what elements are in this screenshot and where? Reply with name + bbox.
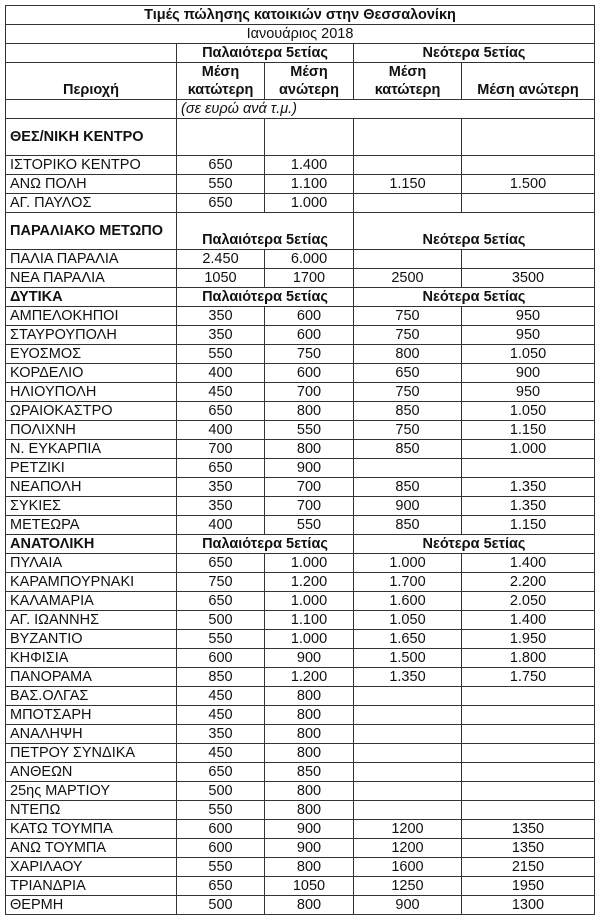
new-low-price: [354, 763, 462, 782]
new-low-price: 1.050: [354, 611, 462, 630]
old-high-price: 1.200: [265, 573, 354, 592]
old-low-price: 600: [177, 839, 265, 858]
new-high-price: 1.800: [462, 649, 595, 668]
new-high-price: 950: [462, 326, 595, 345]
old-high-price: 550: [265, 421, 354, 440]
new-low-price: 1.500: [354, 649, 462, 668]
new-low-price: 1200: [354, 820, 462, 839]
old-low-price: 550: [177, 175, 265, 194]
region-name: ΑΝΑΛΗΨΗ: [6, 725, 177, 744]
new-low-price: [354, 687, 462, 706]
new-high-price: [462, 250, 595, 269]
new-low-price: 1250: [354, 877, 462, 896]
old-high-price: 1.000: [265, 554, 354, 573]
region-name: ΣΤΑΥΡΟΥΠΟΛΗ: [6, 326, 177, 345]
new-high-price: 1.350: [462, 497, 595, 516]
table-title: Τιμές πώλησης κατοικιών στην Θεσσαλονίκη: [6, 6, 595, 25]
new-low-price: 900: [354, 497, 462, 516]
section-header-row: [6, 288, 595, 307]
new-high-price: 1.400: [462, 554, 595, 573]
new-low-price: 750: [354, 307, 462, 326]
subtitle-row: [6, 25, 595, 44]
old-low-price: 650: [177, 194, 265, 213]
region-name: ΝΕΑ ΠΑΡΑΛΙΑ: [6, 269, 177, 288]
table-row: [6, 820, 595, 839]
old-low-price: 550: [177, 630, 265, 649]
new-low-price: 1.000: [354, 554, 462, 573]
title-row: [6, 6, 595, 25]
table-row: [6, 383, 595, 402]
old-low-price: 500: [177, 782, 265, 801]
old-low-price: 750: [177, 573, 265, 592]
new-high-price: 1.400: [462, 611, 595, 630]
new-low-price: [354, 725, 462, 744]
region-name: ΑΓ. ΙΩΑΝΝΗΣ: [6, 611, 177, 630]
new-high-price: 1350: [462, 839, 595, 858]
new-high-price: 2150: [462, 858, 595, 877]
region-name: ΒΥΖΑΝΤΙΟ: [6, 630, 177, 649]
empty-cell: [177, 119, 265, 156]
table-row: [6, 839, 595, 858]
old-low-price: 650: [177, 592, 265, 611]
new-low-price: 850: [354, 516, 462, 535]
section-name: ΘΕΣ/ΝΙΚΗ ΚΕΝΤΡΟ: [6, 119, 177, 156]
price-table: [5, 5, 595, 915]
new-high-price: [462, 706, 595, 725]
new-high-price: [462, 725, 595, 744]
section-header-row: [6, 119, 595, 156]
new-low-price: 650: [354, 364, 462, 383]
new-high-price: [462, 687, 595, 706]
old-high-price: 750: [265, 345, 354, 364]
old-low-price: 350: [177, 326, 265, 345]
empty-cell: [354, 119, 462, 156]
old-high-price: 600: [265, 364, 354, 383]
new-high-price: [462, 744, 595, 763]
old-high-price: 800: [265, 744, 354, 763]
region-name: ΠΑΛΙΑ ΠΑΡΑΛΙΑ: [6, 250, 177, 269]
column-header-row: [6, 63, 595, 100]
new-low-price: 1.350: [354, 668, 462, 687]
section-name: ΑΝΑΤΟΛΙΚΗ: [6, 535, 177, 554]
old-high-price: 600: [265, 326, 354, 345]
column-header-old-high: Μέση ανώτερη: [265, 63, 354, 100]
new-low-price: 850: [354, 402, 462, 421]
table-row: [6, 649, 595, 668]
new-high-price: 1.950: [462, 630, 595, 649]
new-high-price: 950: [462, 307, 595, 326]
region-name: ΣΥΚΙΕΣ: [6, 497, 177, 516]
old-high-price: 900: [265, 649, 354, 668]
table-row: [6, 763, 595, 782]
old-high-price: 800: [265, 858, 354, 877]
region-name: ΙΣΤΟΡΙΚΟ ΚΕΝΤΡΟ: [6, 156, 177, 175]
new-high-price: 2.050: [462, 592, 595, 611]
new-high-price: [462, 801, 595, 820]
group-header-old: Παλαιότερα 5ετίας: [177, 44, 354, 63]
old-low-price: 450: [177, 744, 265, 763]
section-name: ΠΑΡΑΛΙΑΚΟ ΜΕΤΩΠΟ: [6, 213, 177, 250]
new-high-price: 1350: [462, 820, 595, 839]
old-low-price: 500: [177, 896, 265, 915]
region-name: ΑΜΠΕΛΟΚΗΠΟΙ: [6, 307, 177, 326]
old-high-price: 800: [265, 440, 354, 459]
old-high-price: 1.000: [265, 592, 354, 611]
region-name: ΗΛΙΟΥΠΟΛΗ: [6, 383, 177, 402]
table-row: [6, 478, 595, 497]
table-row: [6, 573, 595, 592]
region-name: ΒΑΣ.ΟΛΓΑΣ: [6, 687, 177, 706]
table-body: [6, 6, 595, 915]
old-high-price: 1700: [265, 269, 354, 288]
old-high-price: 700: [265, 478, 354, 497]
old-low-price: 350: [177, 307, 265, 326]
old-high-price: 1.100: [265, 611, 354, 630]
new-low-price: 850: [354, 478, 462, 497]
region-name: ΠΕΤΡΟΥ ΣΥΝΔΙΚΑ: [6, 744, 177, 763]
new-low-price: [354, 782, 462, 801]
old-low-price: 650: [177, 877, 265, 896]
old-high-price: 850: [265, 763, 354, 782]
new-low-price: 850: [354, 440, 462, 459]
region-name: ΚΑΡΑΜΠΟΥΡΝΑΚΙ: [6, 573, 177, 592]
old-low-price: 550: [177, 801, 265, 820]
column-header-old-low: Μέση κατώτερη: [177, 63, 265, 100]
new-low-price: 750: [354, 326, 462, 345]
table-row: [6, 307, 595, 326]
region-name: ΑΝΘΕΩΝ: [6, 763, 177, 782]
new-high-price: 1.150: [462, 421, 595, 440]
table-row: [6, 744, 595, 763]
new-low-price: [354, 156, 462, 175]
table-row: [6, 896, 595, 915]
table-row: [6, 706, 595, 725]
new-low-price: 1.600: [354, 592, 462, 611]
old-high-price: 1050: [265, 877, 354, 896]
old-high-price: 800: [265, 782, 354, 801]
old-high-price: 900: [265, 839, 354, 858]
section-group-new: Νεότερα 5ετίας: [354, 288, 595, 307]
table-row: [6, 402, 595, 421]
old-low-price: 450: [177, 687, 265, 706]
table-row: [6, 497, 595, 516]
table-row: [6, 858, 595, 877]
region-name: ΠΥΛΑΙΑ: [6, 554, 177, 573]
new-low-price: 900: [354, 896, 462, 915]
old-low-price: 700: [177, 440, 265, 459]
old-high-price: 700: [265, 497, 354, 516]
old-low-price: 400: [177, 421, 265, 440]
region-name: ΚΑΤΩ ΤΟΥΜΠΑ: [6, 820, 177, 839]
old-low-price: 650: [177, 554, 265, 573]
new-low-price: [354, 194, 462, 213]
new-high-price: 950: [462, 383, 595, 402]
table-row: [6, 175, 595, 194]
section-header-row: [6, 213, 595, 250]
region-name: ΕΥΟΣΜΟΣ: [6, 345, 177, 364]
old-low-price: 1050: [177, 269, 265, 288]
old-high-price: 800: [265, 402, 354, 421]
table-row: [6, 421, 595, 440]
table-row: [6, 687, 595, 706]
new-high-price: [462, 194, 595, 213]
table-row: [6, 801, 595, 820]
region-name: Ν. ΕΥΚΑΡΠΙΑ: [6, 440, 177, 459]
section-group-old: Παλαιότερα 5ετίας: [177, 535, 354, 554]
old-high-price: 600: [265, 307, 354, 326]
old-low-price: 850: [177, 668, 265, 687]
column-header-new-low: Μέση κατώτερη: [354, 63, 462, 100]
old-high-price: 800: [265, 896, 354, 915]
column-header-region: Περιοχή: [6, 63, 177, 100]
region-name: ΧΑΡΙΛΑΟΥ: [6, 858, 177, 877]
old-low-price: 600: [177, 649, 265, 668]
section-group-old: Παλαιότερα 5ετίας: [177, 288, 354, 307]
table-row: [6, 156, 595, 175]
table-row: [6, 364, 595, 383]
new-low-price: [354, 706, 462, 725]
new-high-price: 1300: [462, 896, 595, 915]
new-low-price: 1.650: [354, 630, 462, 649]
region-name: ΑΓ. ΠΑΥΛΟΣ: [6, 194, 177, 213]
new-low-price: 750: [354, 383, 462, 402]
region-name: ΠΟΛΙΧΝΗ: [6, 421, 177, 440]
new-high-price: 1.500: [462, 175, 595, 194]
old-low-price: 2.450: [177, 250, 265, 269]
table-row: [6, 782, 595, 801]
old-low-price: 600: [177, 820, 265, 839]
region-name: ΝΤΕΠΩ: [6, 801, 177, 820]
new-high-price: 1.050: [462, 402, 595, 421]
table-row: [6, 345, 595, 364]
old-high-price: 700: [265, 383, 354, 402]
old-low-price: 650: [177, 459, 265, 478]
old-low-price: 350: [177, 725, 265, 744]
empty-cell: [6, 44, 177, 63]
empty-cell: [6, 100, 177, 119]
column-header-new-high: Μέση ανώτερη: [462, 63, 595, 100]
new-high-price: 1950: [462, 877, 595, 896]
table-row: [6, 269, 595, 288]
new-low-price: 750: [354, 421, 462, 440]
old-high-price: 1.200: [265, 668, 354, 687]
old-high-price: 800: [265, 687, 354, 706]
old-low-price: 500: [177, 611, 265, 630]
old-low-price: 650: [177, 402, 265, 421]
table-row: [6, 725, 595, 744]
new-low-price: [354, 459, 462, 478]
region-name: ΑΝΩ ΤΟΥΜΠΑ: [6, 839, 177, 858]
new-low-price: [354, 250, 462, 269]
units-row: [6, 100, 595, 119]
units-note: (σε ευρώ ανά τ.μ.): [177, 100, 595, 119]
section-group-old: Παλαιότερα 5ετίας: [177, 213, 354, 250]
empty-cell: [462, 119, 595, 156]
old-high-price: 800: [265, 706, 354, 725]
new-low-price: 2500: [354, 269, 462, 288]
region-name: ΘΕΡΜΗ: [6, 896, 177, 915]
new-high-price: 1.150: [462, 516, 595, 535]
section-group-new: Νεότερα 5ετίας: [354, 535, 595, 554]
table-row: [6, 459, 595, 478]
new-high-price: 1.000: [462, 440, 595, 459]
new-low-price: 1600: [354, 858, 462, 877]
old-low-price: 350: [177, 497, 265, 516]
region-name: ΩΡΑΙΟΚΑΣΤΡΟ: [6, 402, 177, 421]
new-high-price: [462, 459, 595, 478]
new-low-price: 1200: [354, 839, 462, 858]
empty-cell: [265, 119, 354, 156]
old-low-price: 400: [177, 364, 265, 383]
new-high-price: [462, 156, 595, 175]
table-row: [6, 440, 595, 459]
region-name: ΤΡΙΑΝΔΡΙΑ: [6, 877, 177, 896]
new-low-price: [354, 801, 462, 820]
old-low-price: 450: [177, 383, 265, 402]
region-name: 25ης ΜΑΡΤΙΟΥ: [6, 782, 177, 801]
new-high-price: 1.050: [462, 345, 595, 364]
new-high-price: 900: [462, 364, 595, 383]
region-name: ΡΕΤΖΙΚΙ: [6, 459, 177, 478]
table-row: [6, 250, 595, 269]
region-name: ΚΑΛΑΜΑΡΙΑ: [6, 592, 177, 611]
old-high-price: 800: [265, 801, 354, 820]
table-row: [6, 194, 595, 213]
region-name: ΝΕΑΠΟΛΗ: [6, 478, 177, 497]
old-high-price: 1.400: [265, 156, 354, 175]
group-header-row: [6, 44, 595, 63]
old-low-price: 650: [177, 156, 265, 175]
table-row: [6, 611, 595, 630]
table-subtitle: Ιανουάριος 2018: [6, 25, 595, 44]
old-high-price: 1.000: [265, 194, 354, 213]
table-row: [6, 516, 595, 535]
old-low-price: 350: [177, 478, 265, 497]
region-name: ΜΠΟΤΣΑΡΗ: [6, 706, 177, 725]
old-high-price: 550: [265, 516, 354, 535]
table-row: [6, 668, 595, 687]
old-low-price: 650: [177, 763, 265, 782]
new-low-price: 1.700: [354, 573, 462, 592]
region-name: ΑΝΩ ΠΟΛΗ: [6, 175, 177, 194]
old-high-price: 900: [265, 820, 354, 839]
table-row: [6, 326, 595, 345]
section-group-new: Νεότερα 5ετίας: [354, 213, 595, 250]
new-high-price: 1.350: [462, 478, 595, 497]
section-header-row: [6, 535, 595, 554]
new-low-price: [354, 744, 462, 763]
new-low-price: 1.150: [354, 175, 462, 194]
region-name: ΚΗΦΙΣΙΑ: [6, 649, 177, 668]
old-low-price: 400: [177, 516, 265, 535]
new-low-price: 800: [354, 345, 462, 364]
region-name: ΠΑΝΟΡΑΜΑ: [6, 668, 177, 687]
old-high-price: 1.100: [265, 175, 354, 194]
group-header-new: Νεότερα 5ετίας: [354, 44, 595, 63]
old-high-price: 6.000: [265, 250, 354, 269]
region-name: ΚΟΡΔΕΛΙΟ: [6, 364, 177, 383]
new-high-price: 3500: [462, 269, 595, 288]
old-low-price: 450: [177, 706, 265, 725]
old-high-price: 800: [265, 725, 354, 744]
table-row: [6, 877, 595, 896]
old-low-price: 550: [177, 345, 265, 364]
new-high-price: 1.750: [462, 668, 595, 687]
region-name: ΜΕΤΕΩΡΑ: [6, 516, 177, 535]
old-low-price: 550: [177, 858, 265, 877]
new-high-price: [462, 763, 595, 782]
old-high-price: 900: [265, 459, 354, 478]
table-row: [6, 630, 595, 649]
table-row: [6, 554, 595, 573]
table-row: [6, 592, 595, 611]
new-high-price: 2.200: [462, 573, 595, 592]
new-high-price: [462, 782, 595, 801]
section-name: ΔΥΤΙΚΑ: [6, 288, 177, 307]
old-high-price: 1.000: [265, 630, 354, 649]
